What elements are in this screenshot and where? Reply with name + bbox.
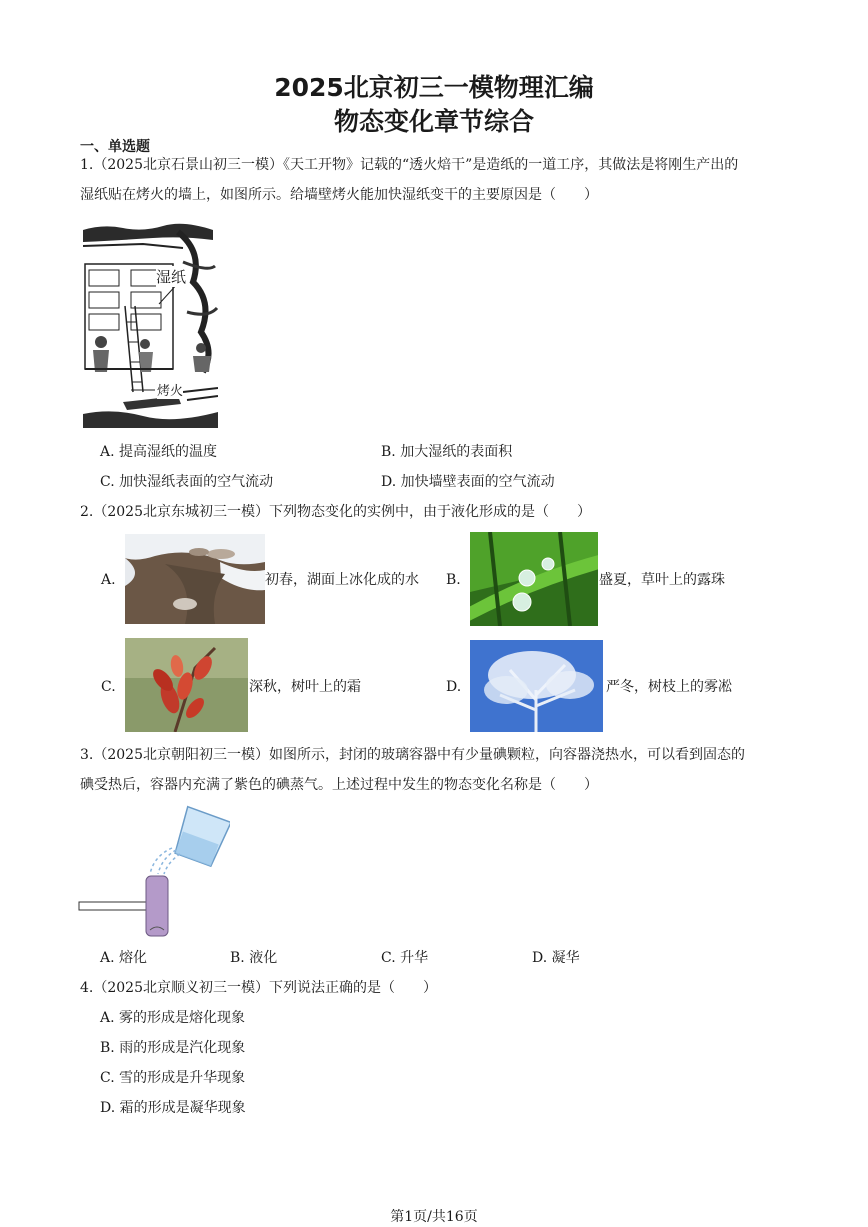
q2-option-a-letter[interactable]: A. (101, 572, 116, 588)
q2-option-c-text[interactable]: 深秋，树叶上的霜 (249, 679, 361, 695)
q1-stem-line1: 1.（2025北京石景山初三一模）《天工开物》记载的“透火焙干”是造纸的一道工序，其做法是将刚生产出的 (80, 157, 739, 173)
q2-option-b-letter[interactable]: B. (446, 572, 461, 588)
q4-option-d[interactable]: D. 霜的形成是凝华现象 (100, 1100, 246, 1116)
q3-option-b[interactable]: B. 液化 (230, 950, 278, 966)
q2-option-a-text[interactable]: 初春，湖面上冰化成的水 (265, 572, 419, 588)
q3-stem-line2: 碘受热后，容器内充满了紫色的碘蒸气。上述过程中发生的物态变化名称是（ ） (80, 777, 598, 793)
doc-subtitle: 物态变化章节综合 (333, 107, 534, 136)
q1-figure-label-fire: 烤火 (157, 380, 183, 399)
q1-option-b[interactable]: B. 加大湿纸的表面积 (381, 444, 513, 460)
q3-iodine-heating-figure (78, 802, 230, 938)
q1-option-a[interactable]: A. 提高湿纸的温度 (100, 444, 218, 460)
page-number-footer: 第1页/共16页 (390, 1209, 478, 1225)
q1-figure-label-wet-paper: 湿纸 (156, 268, 187, 286)
q2-option-a-image-melting-ice (125, 534, 265, 624)
q2-option-b-text[interactable]: 盛夏，草叶上的露珠 (599, 572, 725, 588)
q3-option-d[interactable]: D. 凝华 (532, 950, 580, 966)
q2-option-d-image-rime-on-branches (470, 640, 603, 732)
q4-option-b[interactable]: B. 雨的形成是汽化现象 (100, 1040, 246, 1056)
q2-option-c-letter[interactable]: C. (101, 679, 116, 695)
q2-option-b-image-dew-on-grass (470, 532, 598, 626)
q1-option-c[interactable]: C. 加快湿纸表面的空气流动 (100, 474, 274, 490)
q1-option-d[interactable]: D. 加快墙壁表面的空气流动 (381, 474, 555, 490)
q2-option-c-image-frost-on-leaves (125, 638, 248, 732)
q1-papermaking-woodcut-figure (83, 222, 218, 428)
q2-stem: 2.（2025北京东城初三一模）下列物态变化的实例中，由于液化形成的是（ ） (80, 504, 591, 520)
q2-option-d-letter[interactable]: D. (446, 679, 462, 695)
q4-option-a[interactable]: A. 雾的形成是熔化现象 (100, 1010, 246, 1026)
q3-option-a[interactable]: A. 熔化 (100, 950, 148, 966)
q2-option-d-text[interactable]: 严冬，树枝上的雾凇 (606, 679, 732, 695)
q4-option-c[interactable]: C. 雪的形成是升华现象 (100, 1070, 246, 1086)
doc-title: 2025北京初三一模物理汇编 (274, 73, 594, 102)
q1-stem-line2: 湿纸贴在烤火的墙上，如图所示。给墙壁烤火能加快湿纸变干的主要原因是（ ） (80, 187, 598, 203)
q3-option-c[interactable]: C. 升华 (381, 950, 429, 966)
q4-stem: 4.（2025北京顺义初三一模）下列说法正确的是（ ） (80, 980, 437, 996)
section-heading: 一、单选题 (80, 139, 150, 155)
q3-stem-line1: 3.（2025北京朝阳初三一模）如图所示，封闭的玻璃容器中有少量碘颗粒，向容器浇热水，可以看到固态的 (80, 747, 745, 763)
